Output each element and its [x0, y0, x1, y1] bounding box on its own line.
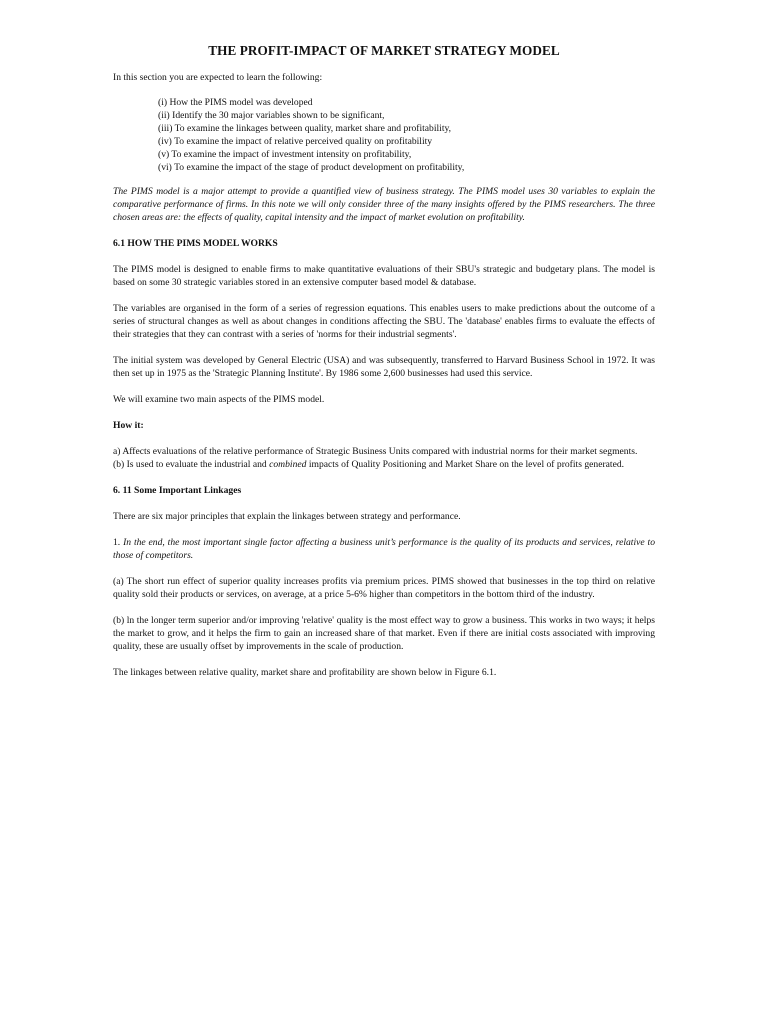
page-title: THE PROFIT-IMPACT OF MARKET STRATEGY MODEL: [208, 43, 560, 58]
objective-item: (ii) Identify the 30 major variables shown to be significant,: [158, 110, 385, 121]
principle-text: In the end, the most important single factor affecting a business unit’s performance is the quality of its products and services, relative to those of competitors.: [113, 537, 655, 561]
principle-1: [113, 536, 655, 562]
paragraph: The initial system was developed by General Electric (USA) and was subsequently, transferred to Harvard Business School in 1972. It was then set up in 1975 as the 'Strategic Planning Institute'. By 1986 some 2,600 businesses had used this service.: [113, 355, 655, 379]
how-it-heading: How it:: [113, 420, 144, 431]
summary-paragraph: The PIMS model is a major attempt to provide a quantified view of business strategy. The PIMS model uses 30 variables to explain the comparative performance of firms. In this note we will only consider three of the many insights offered by the PIMS researchers. The three chosen areas are: the effects of quality, capital intensity and the impact of market evolution on profitability.: [113, 186, 655, 223]
point-b-emphasis: combined: [269, 459, 307, 470]
paragraph: The variables are organised in the form of a series of regression equations. This enables users to make predictions about the outcome of a series of structural changes as well as about changes in conditions affecting the SBU. The 'database' enables firms to evaluate the effects of their strategies that they can contrast with a series of 'norms for their industrial segments'.: [113, 303, 655, 340]
paragraph: The PIMS model is designed to enable firms to make quantitative evaluations of their SBU's strategic and budgetary plans. The model is based on some 30 strategic variables stored in an extensive computer based model & database.: [113, 264, 655, 288]
section-heading-6-1: 6.1 HOW THE PIMS MODEL WORKS: [113, 238, 278, 249]
document-page: [113, 44, 655, 692]
paragraph: There are six major principles that explain the linkages between strategy and performance.: [113, 511, 461, 522]
section-heading-6-11: 6. 11 Some Important Linkages: [113, 485, 242, 496]
paragraph-a: (a) The short run effect of superior quality increases profits via premium prices. PIMS showed that businesses in the top third on relative quality sold their products or services, on average, at a price 5-6% higher than competitors in the bottom third of the industry.: [113, 576, 655, 600]
paragraph: We will examine two main aspects of the PIMS model.: [113, 394, 325, 405]
objective-item: (i) How the PIMS model was developed: [158, 97, 313, 108]
intro-text: In this section you are expected to learn the following:: [113, 72, 323, 83]
point-b-text-end: impacts of Quality Positioning and Market Share on the level of profits generated.: [306, 459, 625, 470]
closing-paragraph: The linkages between relative quality, market share and profitability are shown below in Figure 6.1.: [113, 667, 497, 678]
paragraph-b: (b) ln the longer term superior and/or improving 'relative' quality is the most effect way to grow a business. This works in two ways; it helps the market to grow, and it helps the firm to gain an increased share of that market. Even if there are initial costs associated with improving quality, these are usually offset by improvements in the scale of production.: [113, 615, 655, 652]
objective-item: (iii) To examine the linkages between quality, market share and profitability,: [158, 123, 452, 134]
point-b: [113, 458, 655, 471]
objectives-list: [158, 96, 655, 174]
principle-number: 1.: [113, 537, 124, 548]
objective-item: (iv) To examine the impact of relative perceived quality on profitability: [158, 136, 433, 147]
objective-item: (vi) To examine the impact of the stage of product development on profitability,: [158, 162, 465, 173]
objective-item: (v) To examine the impact of investment intensity on profitability,: [158, 149, 412, 160]
point-a: a) Affects evaluations of the relative performance of Strategic Business Units compared with industrial norms for their market segments.: [113, 446, 638, 457]
point-b-text: (b) Is used to evaluate the industrial and: [113, 459, 270, 470]
